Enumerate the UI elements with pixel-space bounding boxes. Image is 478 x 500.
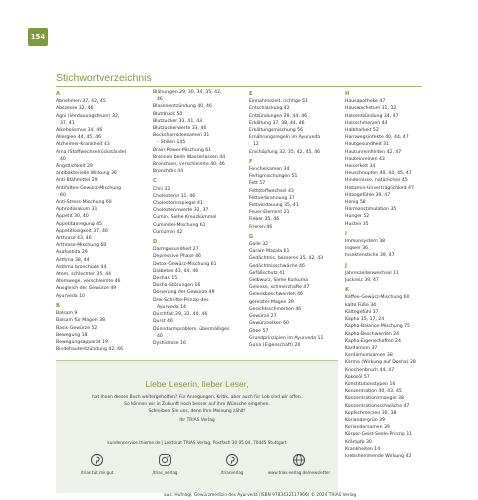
index-entry: Hindernisse, natürliches 45 xyxy=(345,178,408,184)
index-entry: Husten 35 xyxy=(345,221,369,227)
index-entry: Depressive Phase 46 xyxy=(153,254,201,260)
index-entry: Hormonstimulation 35 xyxy=(345,207,397,213)
index-entry: Detox-Gewürz-Mischung 61 xyxy=(153,261,217,267)
index-entry: Halsentzündung 34, 47 xyxy=(345,113,399,119)
index-entry: Hautgesundheit 31 xyxy=(345,142,389,148)
index-entry: Bewegungsapparat 19 xyxy=(56,339,108,345)
index-entry: Asthma 38, 44 xyxy=(56,257,90,263)
index-entry: Entzündungen 29, 44, 46 xyxy=(249,113,308,119)
index-entry: Dyshidrose 16 xyxy=(153,340,186,346)
index-entry: Bewegung 18 xyxy=(56,332,88,338)
index-entry: Hitzegefühle 39, 47 xyxy=(345,192,391,198)
index-entry: Brennen beim Wasserlassen 44 xyxy=(153,154,226,160)
index-entry: Immunsystem 38 xyxy=(345,239,386,245)
index-letter-heading: I xyxy=(345,230,347,237)
index-entry: Abszesse 32, 46 xyxy=(56,106,94,112)
index-entry: Gelbwurz, Siehe Kurkuma xyxy=(249,278,308,284)
index-entry: Ama (Stoffwechselrückstände) xyxy=(56,149,127,155)
index-entry: Doshas 15 xyxy=(153,276,178,282)
index-entry: Dünndarmproblem, übermäßiges xyxy=(153,326,230,332)
index-entry: Fettverdauung 35, 41 xyxy=(249,203,299,209)
index-entry: Allergien 44, 45, 46 xyxy=(56,135,102,141)
social-link-pinterest[interactable] xyxy=(199,454,265,475)
index-letter-heading: C xyxy=(153,178,157,185)
index-entry: Hauswachstum 31, 32 xyxy=(345,106,397,112)
index-entry: Basis-Gewürze 52 xyxy=(56,325,98,331)
page-number: 154 xyxy=(28,28,48,46)
index-entry: Blutzucker 31, 41, 43 xyxy=(153,118,203,124)
index-entry: Cholesterin 31, 46 xyxy=(153,193,196,199)
index-entry: Kopfschmerzen 30, 38 xyxy=(345,410,397,416)
index-entry: Durst 46 xyxy=(153,319,173,325)
index-entry: Ayurveda 10 xyxy=(56,293,85,299)
index-entry: Alzheimer-Krankheit 43 xyxy=(56,142,110,148)
index-entry: Darmgesundheit 27 xyxy=(153,247,199,253)
index-entry: antibakterielle Wirkung 36 xyxy=(56,171,117,177)
index-entry: Arthrose-Mischung 60 xyxy=(56,243,107,249)
index-entry: Kapha-Balance-Mischung 75 xyxy=(345,324,410,330)
index-entry: Fenchelsamen 34 xyxy=(249,167,290,173)
feedback-text xyxy=(56,394,338,424)
index-entry: Juckreiz 39, 47 xyxy=(345,278,379,284)
pinterest-icon xyxy=(226,454,238,466)
index-entry: Atem, schlechter 35, 44 xyxy=(56,272,112,278)
index-entry: Asafoetida 29 xyxy=(56,250,88,256)
index-entry: Krankheiten 14 xyxy=(345,446,381,452)
index-entry: Fertigmischungen 51 xyxy=(249,174,298,180)
index-entry: Entschlackung 42 xyxy=(249,106,290,112)
index-entry: Hunger 52 xyxy=(345,214,370,220)
index-entry: Agni (Verdauungsfeuer) 32, xyxy=(56,113,120,119)
index-entry: Konstitutionstypen 16 xyxy=(345,381,396,387)
index-entry: Ghee 57 xyxy=(249,328,269,334)
index-entry: Appetitanregung 45 xyxy=(56,221,102,227)
index-entry: Blutdruck 50 xyxy=(153,111,183,117)
index-entry: Knochenbruch 44, 47 xyxy=(345,367,395,373)
index-entry: Curcumin 42 xyxy=(153,229,183,235)
page-title: Stichwortverzeichnis xyxy=(56,72,152,84)
social-label: /trias_verlag xyxy=(152,470,178,475)
index-column-1 xyxy=(56,89,126,353)
index-entry: gereizter Magen 39 xyxy=(249,299,294,305)
index-entry: Gefäßschutz 41 xyxy=(249,270,285,276)
index-column-4 xyxy=(345,89,416,460)
index-entry: Fettverbrennung 37 xyxy=(249,195,295,201)
index-entry: kalte Füße 34 xyxy=(345,302,377,308)
index-entry: Dosha-Störungen 16 xyxy=(153,283,201,289)
index-entry: Koriandergrün 39 xyxy=(345,417,385,423)
feedback-signature: Ihr TRIAS Verlag xyxy=(179,417,215,423)
index-entry: Krämpfe 30 xyxy=(345,439,372,445)
index-entry: Kältegefühl 37 xyxy=(345,309,379,315)
index-entry: Alkoholismus 34, 46 xyxy=(56,128,103,134)
index-column-3 xyxy=(249,89,323,349)
index-entry: Erschöpfung 32, 35, 42, 45, 46 xyxy=(249,149,321,155)
index-entry: Histamin-Unverträglichkeit 47 xyxy=(345,185,414,191)
social-link-newsletter[interactable] xyxy=(266,454,332,475)
index-entry: Durchfall 29, 32, 40, 46 xyxy=(153,312,208,318)
index-entry: 40 xyxy=(157,333,163,339)
index-entry: Erkältung 37, 38, 44, 46 xyxy=(249,120,305,126)
index-entry: Gewürznelken 60 xyxy=(249,321,289,327)
index-entry: – Stillen 145 xyxy=(157,140,186,146)
feedback-line: hat Ihnen dieses Buch weitergeholfen? Für Anregungen, Kritik, aber auch für Lob sind wir offen. xyxy=(91,395,303,400)
index-entry: Karma (Wirkung auf Dosha) 28 xyxy=(345,360,416,366)
index-entry: Heuschnupfen 40, 44, 45, 47 xyxy=(345,171,412,177)
instagram-icon xyxy=(159,454,171,466)
index-letter-heading: G xyxy=(249,233,254,240)
index-entry: Harnwegsinfekte 40, 44, 47 xyxy=(345,135,409,141)
index-entry: 60 xyxy=(60,192,66,198)
index-entry: Fieber 35, 46 xyxy=(249,217,280,223)
index-entry: Antifalten-Gewürz-Mischung xyxy=(56,185,122,191)
index-entry: Atemwege, verschleimte 46 xyxy=(56,279,121,285)
index-letter-heading: E xyxy=(249,91,253,97)
social-label: /trias.tut.mir.gut xyxy=(80,470,114,475)
index-entry: Honig 58 xyxy=(345,200,366,206)
social-links xyxy=(56,454,338,484)
index-letter-heading: A xyxy=(56,91,61,97)
index-entry: Hauteinreinen 43 xyxy=(345,156,385,162)
index-entry: Bronchitis 44 xyxy=(153,169,184,175)
index-entry: Cholesterinspiegel 41 xyxy=(153,201,203,207)
index-entry: Diabetes 43, 44, 46 xyxy=(153,268,199,274)
index-entry: Blähungen 29, 30, 34, 35, 42, xyxy=(153,90,222,95)
index-entry: Ingwer 36 xyxy=(345,246,368,252)
index-entry: Appetitlosigkeit 37, 46 xyxy=(56,228,108,234)
index-entry: Fettstoffwechsel 43 xyxy=(249,188,294,194)
index-entry: Brain-Power-Mischung 61 xyxy=(153,147,212,153)
index-entry: Ängstlichkeit 29 xyxy=(56,164,93,170)
index-entry: Ernährungsregeln im Ayurveda xyxy=(249,135,321,141)
index-entry: Gewürze 27 xyxy=(249,314,277,320)
index-entry: Bockshornkleesamen 31 xyxy=(153,133,210,139)
index-entry: Aphrodisiakum 31 xyxy=(56,207,98,213)
index-entry: Konzentrationsschwäche 47 xyxy=(345,403,410,409)
index-entry: Blasenentzündung 40, 46 xyxy=(153,104,212,110)
index-entry: Grundprinzipien im Ayurveda 11 xyxy=(249,335,324,341)
index-entry: Appetit 30, 40 xyxy=(56,214,89,220)
index-entry: 12 xyxy=(253,142,259,148)
index-entry: Bindehautentzündung 42, 46 xyxy=(56,347,124,353)
index-entry: 40 xyxy=(60,156,66,162)
social-label: /triasverlag xyxy=(220,470,244,475)
index-entry: Balsam für Magen 38 xyxy=(56,318,106,324)
index-entry: Insektenstiche 39, 47 xyxy=(345,253,395,259)
index-entry: Kapha-Beschwerden 24 xyxy=(345,331,400,337)
index-entry: Asthma bronchiale 44 xyxy=(56,264,107,270)
social-label: www.trias-verlag.de/newsletter xyxy=(267,470,331,475)
index-letter-heading: J xyxy=(345,262,347,269)
social-link-instagram[interactable] xyxy=(132,454,198,475)
index-entry: 37, 41 xyxy=(60,120,75,126)
index-entry: Galle 32 xyxy=(249,242,269,248)
feedback-line: Schreiben Sie uns, denn Ihre Meinung zählt! xyxy=(148,409,246,415)
index-letter-heading: D xyxy=(153,239,158,246)
index-entry: Garam Masala 61 xyxy=(249,249,290,255)
index-entry: Arthrose 43, 46 xyxy=(56,236,92,242)
index-entry: Ayurveda 14 xyxy=(157,304,186,310)
index-entry: Gedächtnis, besseres 35, 42, 43 xyxy=(249,256,324,262)
index-entry: Feuer-Element 21 xyxy=(249,210,290,216)
index-entry: Heiserkeit 34 xyxy=(345,164,376,170)
index-entry: Kaffee-Gewürz-Mischung 60 xyxy=(345,295,410,301)
index-entry: Jahreszeitenwechsel 11 xyxy=(345,270,399,276)
reader-feedback-box xyxy=(56,360,338,493)
index-entry: Kapha 15, 17, 24 xyxy=(345,317,385,323)
index-entry: Kokosöl 57 xyxy=(345,374,370,380)
index-entry: Guna (Eigenschaft) 20 xyxy=(249,342,301,348)
index-entry: Balsam 9 xyxy=(56,311,78,317)
index-entry: Drei-Schritte-Prinzip des xyxy=(153,297,209,303)
index-entry: Anti-Stress-Mischung 60 xyxy=(56,200,112,206)
index-entry: Kardamomsamen 38 xyxy=(345,353,393,359)
index-entry: Ausgleich der Gewürze 49 xyxy=(56,286,117,292)
globe-icon xyxy=(293,454,305,466)
index-entry: Kardamom 37 xyxy=(345,345,378,351)
index-entry: 46 xyxy=(157,97,163,103)
index-entry: Blutzuckerwerte 33, 46 xyxy=(153,126,207,132)
index-entry: Abnehmen 37, 42, 45 xyxy=(56,99,106,105)
contact-line[interactable]: kundenservice.thieme.de | Lektorat TRIAS Verlag, Postfach 30 05 04, 70445 Stuttgart xyxy=(107,440,287,445)
index-entry: Frieren 46 xyxy=(249,224,273,230)
index-entry: Hausapotheke 47 xyxy=(345,99,386,105)
index-letter-heading: K xyxy=(345,287,350,294)
title-divider xyxy=(56,86,422,87)
index-entry: Halsschmerzen 44 xyxy=(345,120,388,126)
index-entry: Einnahmezeit, richtige 51 xyxy=(249,99,308,105)
index-entry: Chili 32 xyxy=(153,186,171,192)
index-letter-heading: B xyxy=(56,302,60,309)
index-entry: Fett 57 xyxy=(249,181,266,187)
index-entry: Gedächtnisschwäche 46 xyxy=(249,263,305,269)
index-entry: Dosierung der Gewürze 49 xyxy=(153,290,215,296)
index-entry: Konzentration 40, 43, 45 xyxy=(345,389,402,395)
index-entry: Hautunreinheiten 42, 47 xyxy=(345,149,402,155)
index-letter-heading: F xyxy=(249,158,253,165)
index-entry: Gelenke, schmerzhafte 47 xyxy=(249,285,310,291)
index-entry: Körper-Geist-Seele-Prinzip 11 xyxy=(345,432,413,438)
index-entry: Anti-Blähmittel 29 xyxy=(56,178,98,184)
social-link-pinterest[interactable] xyxy=(64,454,130,475)
index-letter-heading: H xyxy=(345,91,350,97)
page-footer: aus: Hufnagl, Gewürzmedizin des Ayurveda (ISBN 9783432117966) © 2024 TRIAS Verlag xyxy=(164,493,357,498)
feedback-line: So können wir in Zukunft noch besser auf Ihre Wünsche eingehen. xyxy=(124,402,270,408)
index-entry: krebshemmende Wirkung 42 xyxy=(345,453,412,459)
index-entry: Cholesterinwerte 32, 37 xyxy=(153,208,209,214)
index-entry: Gesichtsschmerzen 46 xyxy=(249,306,302,312)
index-entry: Gelenkbeschwerden 46 xyxy=(249,292,303,298)
feedback-heading: Liebe Leserin, lieber Leser, xyxy=(145,379,249,389)
index-entry: Cumin, Siehe Kreuzkümmel xyxy=(153,215,217,221)
index-column-2 xyxy=(153,89,229,347)
index-entry: Kapha-Eigenschaften 24 xyxy=(345,338,401,344)
index-entry: Halbharkeit 52 xyxy=(345,128,379,134)
index-entry: Erkältungsmischung 56 xyxy=(249,128,304,134)
index-entry: Cumindel-Mischung 61 xyxy=(153,222,206,228)
index-entry: Koriandersamen 39 xyxy=(345,425,390,431)
index-entry: Bronchien, verschleimte 40, 46 xyxy=(153,162,225,168)
pinterest-icon xyxy=(91,454,103,466)
index-entry: Konzentrationsmangel 38 xyxy=(345,396,404,402)
